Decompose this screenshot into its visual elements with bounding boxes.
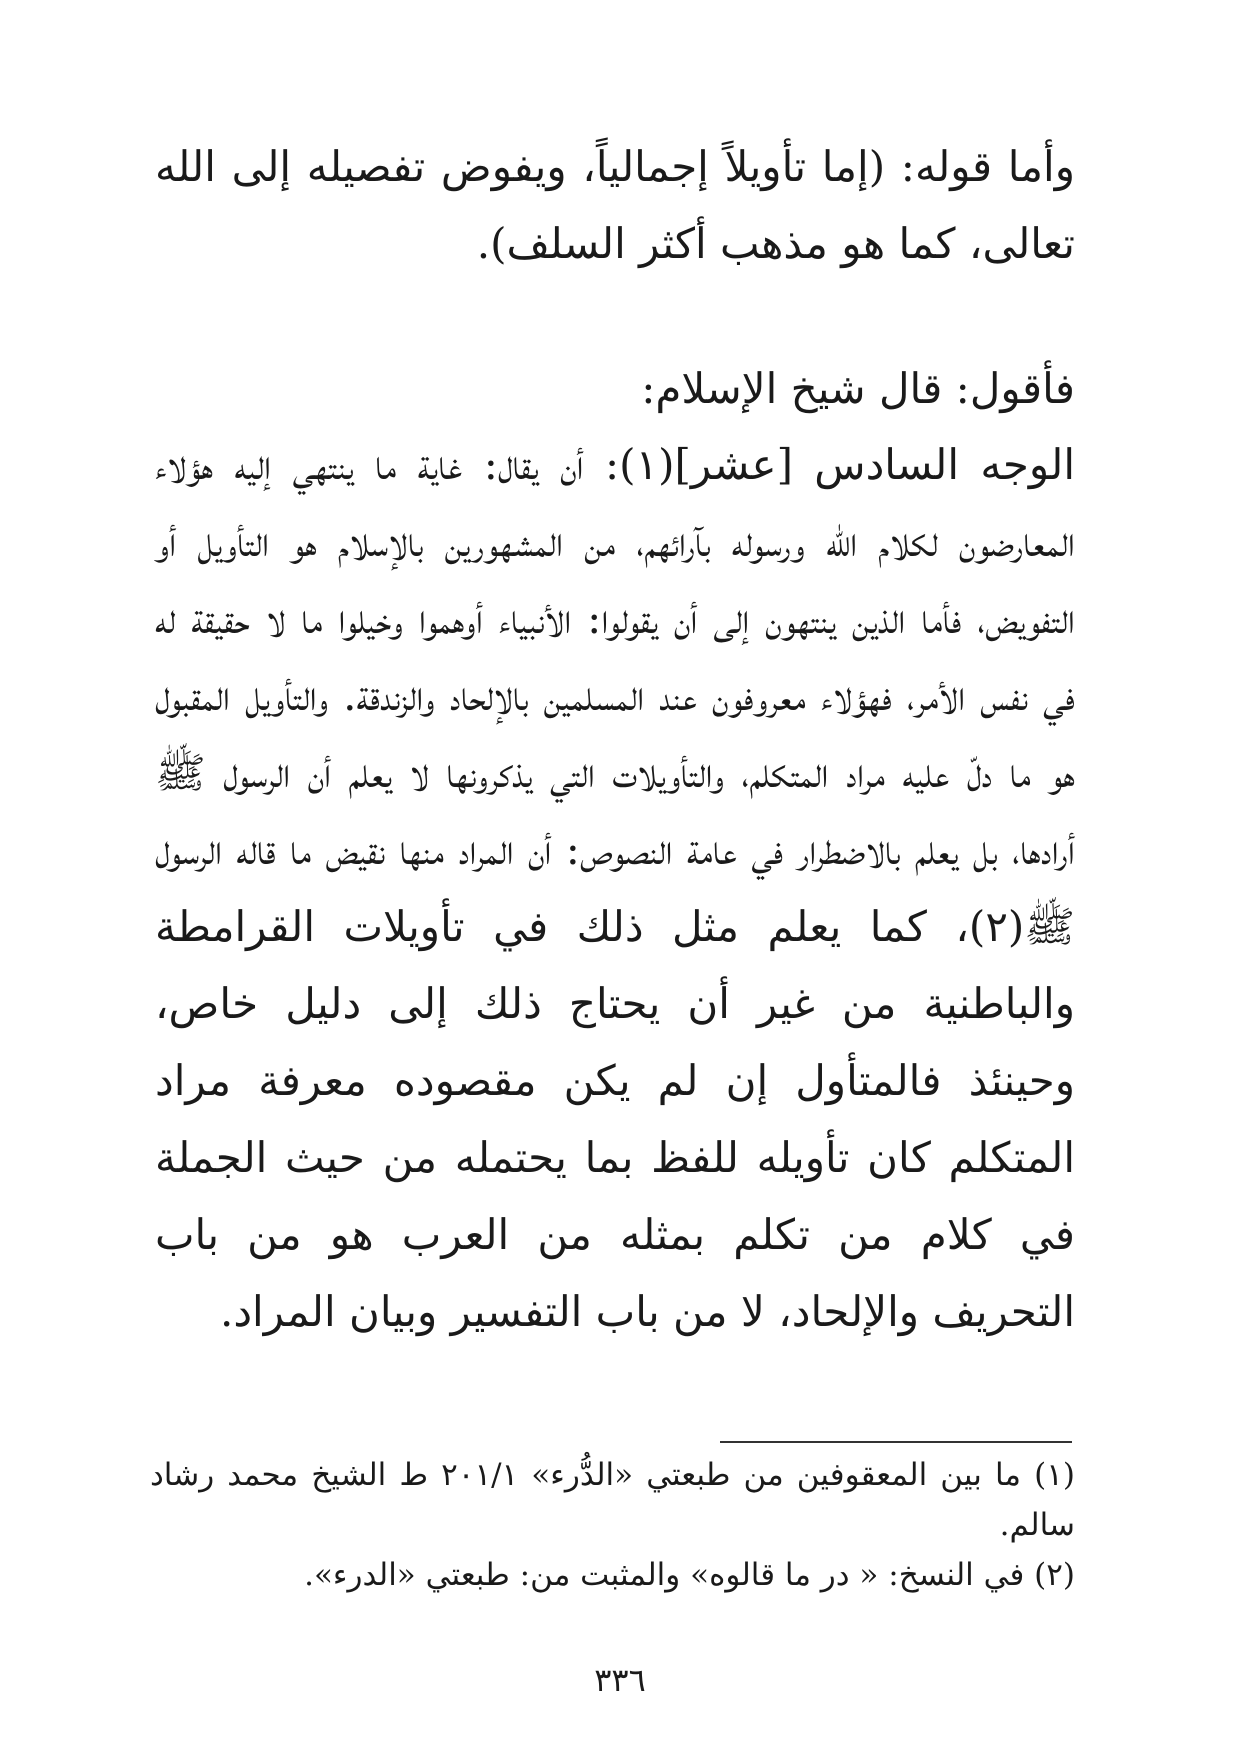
page-number: ٣٣٦ <box>594 1661 646 1699</box>
footnote-2 <box>150 1550 1075 1600</box>
footnote-separator <box>720 1441 1072 1443</box>
main-paragraph: الوجه السادس [عشر](١): أن يقال: غاية ما ينتهي إليه هؤلاء المعارضون لكلام الله ورسوله بآرائهم، من المشهورين بالإسلام هو التأويل أو التفويض، فأما الذين ينتهون إلى أن يقولوا: الأنبياء أوهموا وخيلوا ما لا حقيقة له في نفس الأمر، فهؤلاء معروفون عند المسلمين بالإلحاد والزندقة. والتأويل المقبول هو ما دلّ عليه مراد المتكلم، والتأويلات التي يذكرونها لا يعلم أن الرسول ﷺ أرادها، بل يعلم بالاضطرار في عامة النصوص: أن المراد منها نقيض ما قاله الرسول ﷺ(٢)، كما يعلم مثل ذلك في تأويلات القرامطة والباطنية من غير أن يحتاج ذلك إلى دليل خاص، وحينئذ فالمتأول إن لم يكن مقصوده معرفة مراد المتكلم كان تأويله للفظ بما يحتمله من حيث الجملة في كلام من تكلم بمثله من العرب هو من باب التحريف والإلحاد، لا من باب التفسير وبيان المراد. <box>155 440 1075 1336</box>
section-heading: فأقول: قال شيخ الإسلام: <box>641 364 1075 413</box>
footnote-text: (٢) في النسخ: « در ما قالوه» والمثبت من: طبعتي «الدرء». <box>304 1557 1075 1593</box>
footnotes <box>150 1450 1075 1600</box>
footnote-1 <box>150 1450 1075 1550</box>
footnote-text: (١) ما بين المعقوفين من طبعتي «الدُّرء» ٢٠١/١ ط الشيخ محمد رشاد سالم. <box>150 1457 1075 1543</box>
quoted-statement: وأما قوله: (إما تأويلاً إجمالياً، ويفوض تفصيله إلى الله تعالى، كما هو مذهب أكثر السلف). <box>155 142 1075 268</box>
